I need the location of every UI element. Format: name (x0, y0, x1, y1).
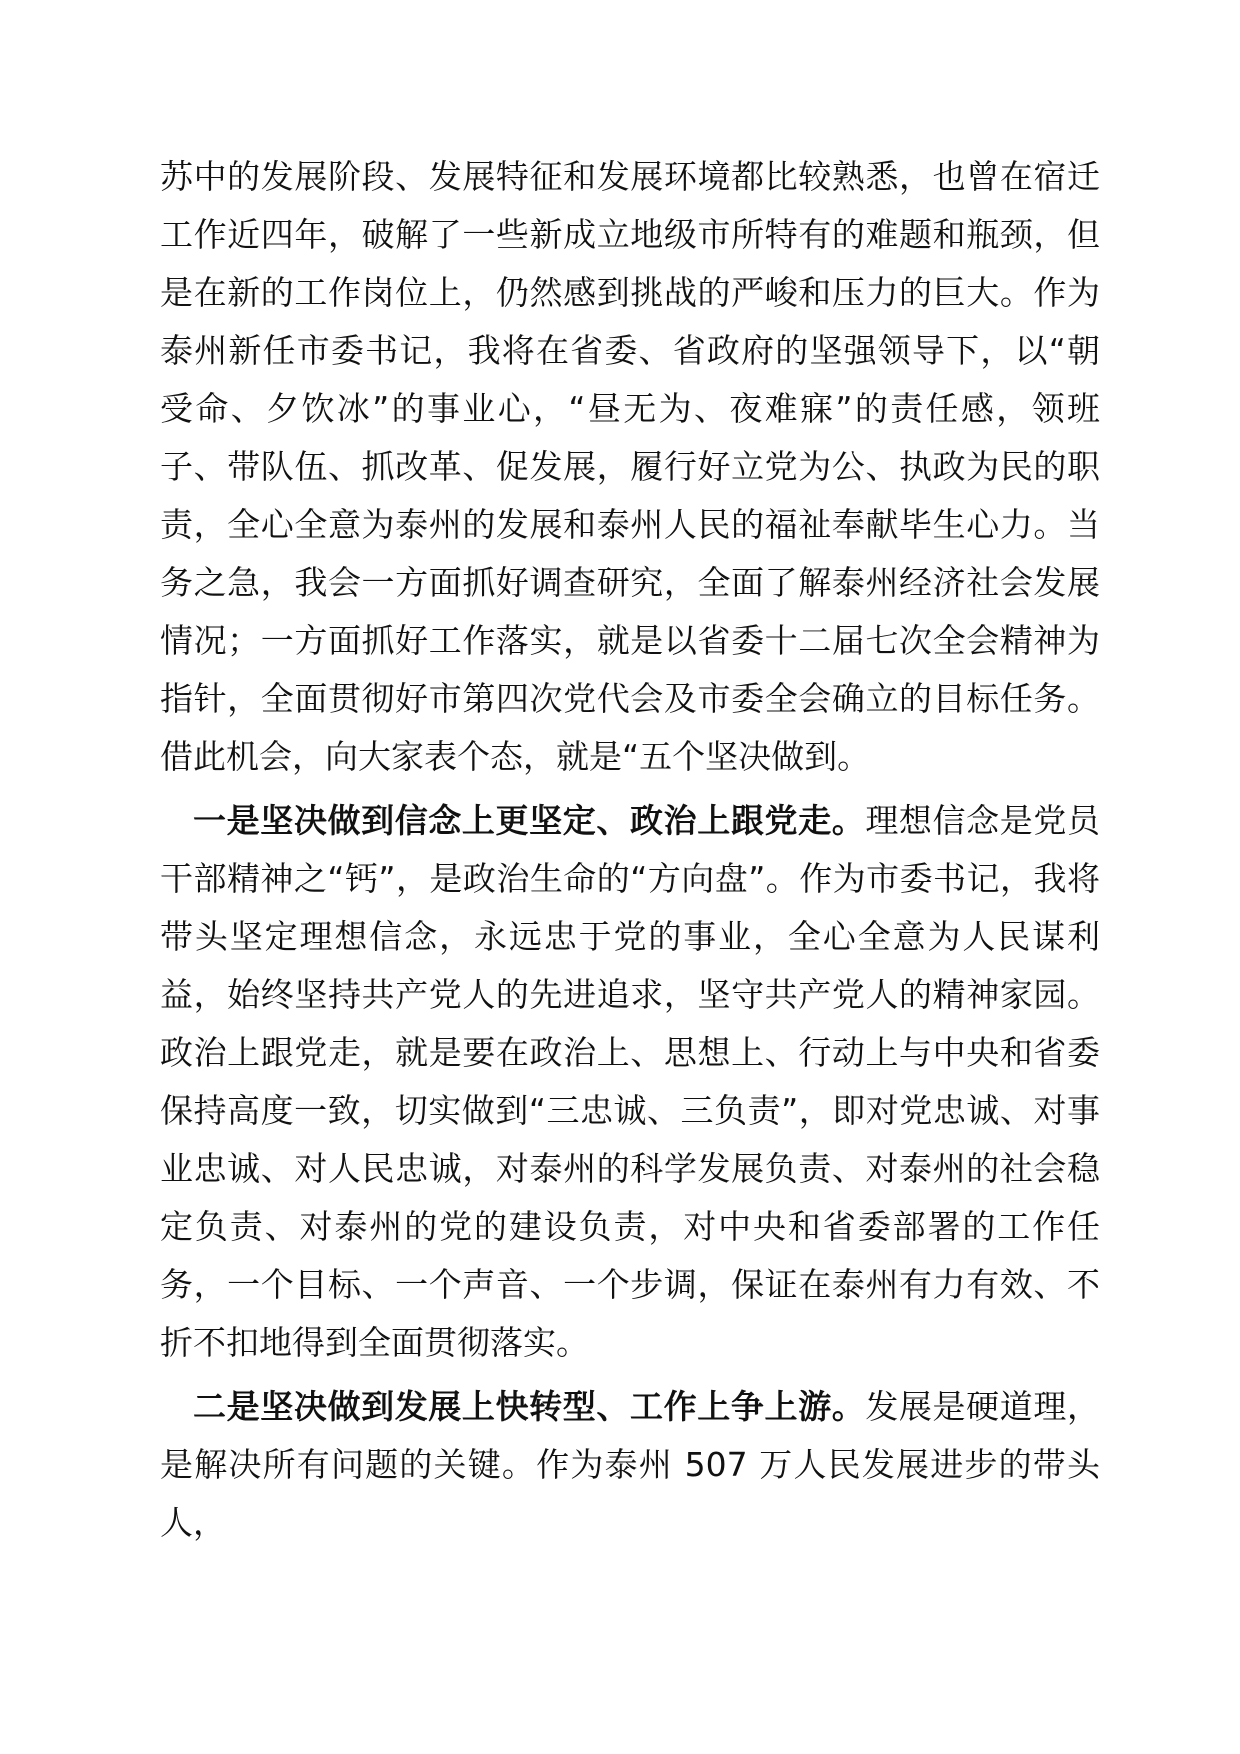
paragraph-2-text: 理想信念是党员干部精神之“钙”，是政治生命的“方向盘”。作为市委书记，我将带头坚定理想信念，永远忠于党的事业，全心全意为人民谋利益，始终坚持共产党人的先进追求，坚守共产党人的精神家园。政治上跟党走，就是要在政治上、思想上、行动上与中央和省委保持高度一致，切实做到“三忠诚、三负责”，即对党忠诚、对事业忠诚、对人民忠诚，对泰州的科学发展负责、对泰州的社会稳定负责、对泰州的党的建设负责，对中央和省委部署的工作任务，一个目标、一个声音、一个步调，保证在泰州有力有效、不折不扣地得到全面贯彻落实。 (160, 801, 1101, 1362)
paragraph-3-text: 发展是硬道理，是解决所有问题的关键。作为泰州 507 万人民发展进步的带头人， (160, 1387, 1101, 1542)
paragraph-3 (160, 1378, 1100, 1552)
paragraph-2-lead: 一是坚决做到信念上更坚定、政治上跟党走。 (193, 801, 866, 840)
paragraph-3-lead: 二是坚决做到发展上快转型、工作上争上游。 (193, 1387, 866, 1426)
paragraph-1-text: 苏中的发展阶段、发展特征和发展环境都比较熟悉，也曾在宿迁工作近四年，破解了一些新成立地级市所特有的难题和瓶颈，但是在新的工作岗位上，仍然感到挑战的严峻和压力的巨大。作为泰州新任市委书记，我将在省委、省政府的坚强领导下，以“朝受命、夕饮冰”的事业心，“昼无为、夜难寐”的责任感，领班子、带队伍、抓改革、促发展，履行好立党为公、执政为民的职责，全心全意为泰州的发展和泰州人民的福祉奉献毕生心力。当务之急，我会一方面抓好调查研究，全面了解泰州经济社会发展情况；一方面抓好工作落实，就是以省委十二届七次全会精神为指针，全面贯彻好市第四次党代会及市委全会确立的目标任务。借此机会，向大家表个态，就是“五个坚决做到。 (160, 157, 1100, 776)
document-page (160, 148, 1100, 1552)
paragraph-1 (160, 148, 1100, 786)
paragraph-2 (160, 792, 1100, 1372)
